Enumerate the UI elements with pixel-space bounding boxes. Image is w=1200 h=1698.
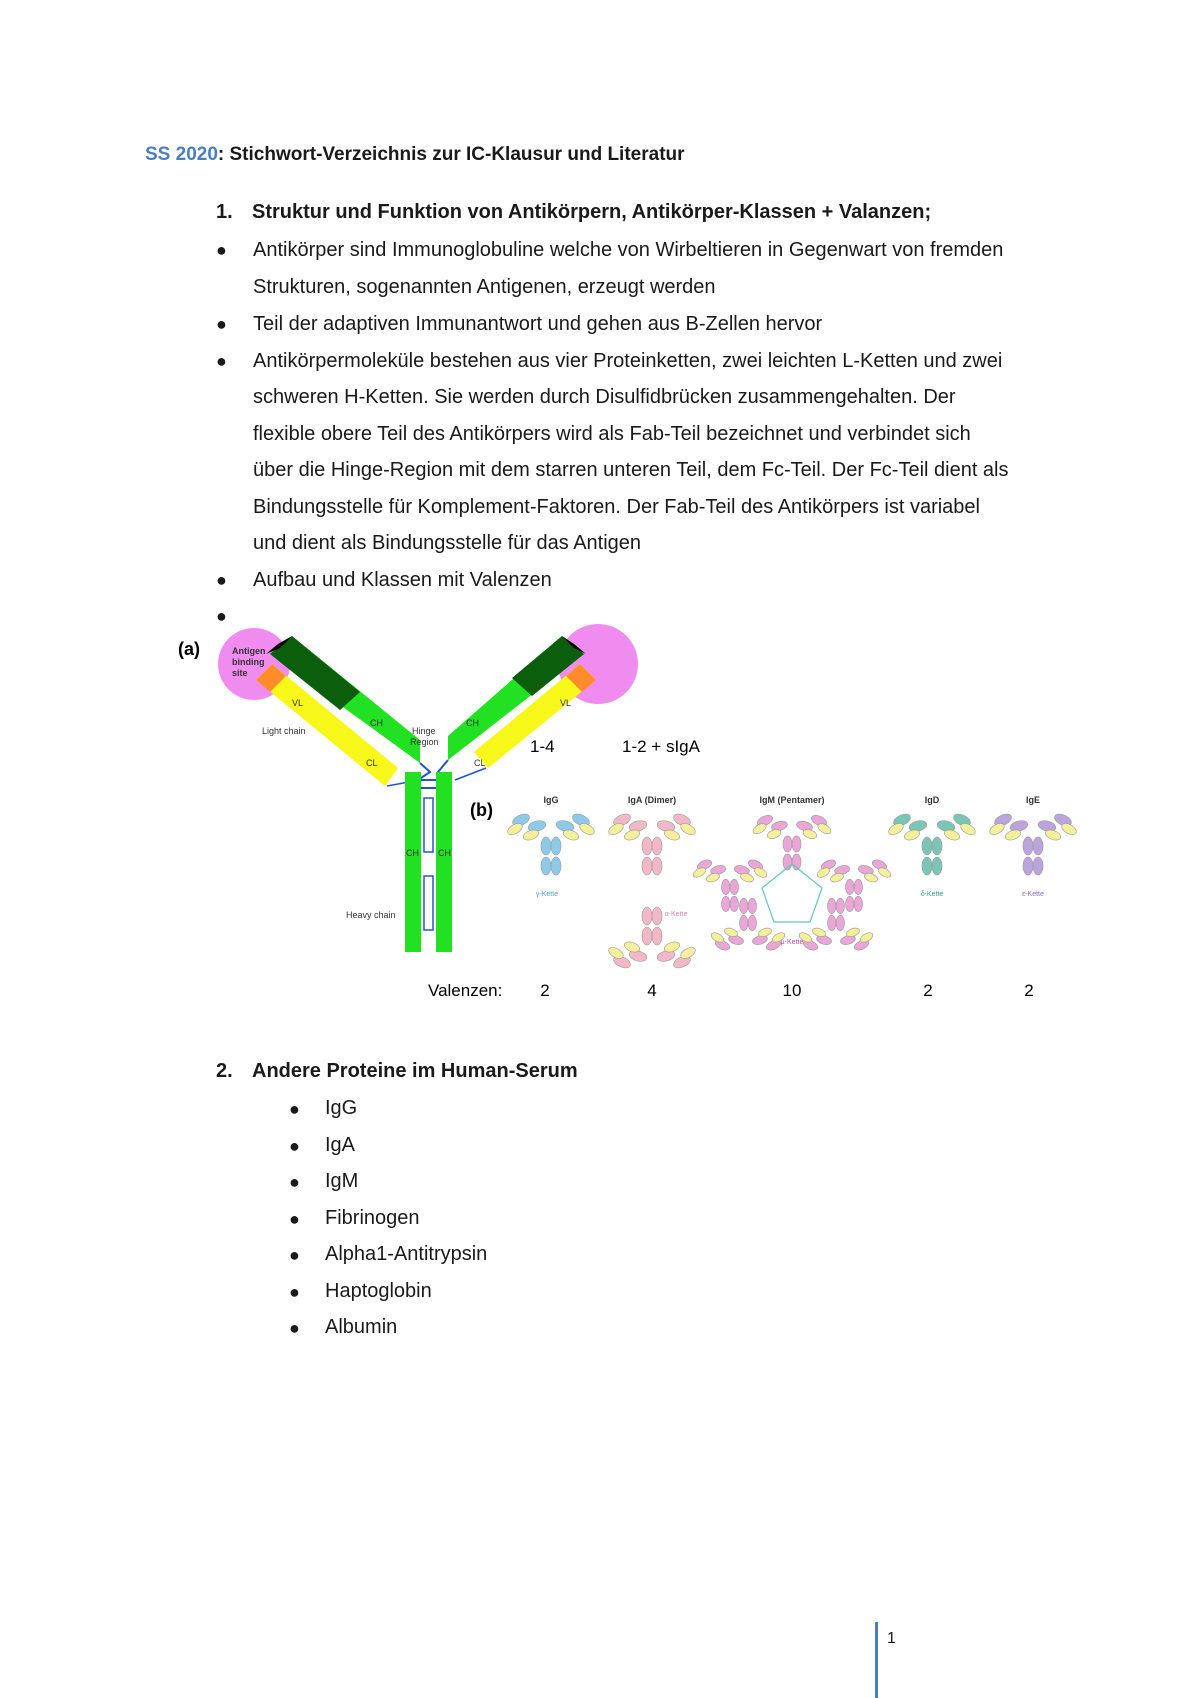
- valence-igm: 10: [782, 981, 802, 1000]
- bullet-3-line-5: Bindungsstelle für Komplement-Faktoren. Der Fab-Teil des Antikörpers ist variabel: [253, 496, 980, 518]
- valence-iga: 4: [647, 981, 657, 1000]
- bullet-1-line-1: Antikörper sind Immunoglobuline welche von Wirbeltieren in Gegenwart von fremden: [253, 239, 1004, 261]
- note-1-4: 1-4: [530, 737, 555, 756]
- igm-glyph-bottom-right-fc-3: [828, 898, 837, 913]
- antigen-site-label-1: Antigen: [232, 646, 266, 656]
- hinge-label-2: Region: [410, 737, 439, 747]
- igm-glyph-top-fc-1: [783, 836, 792, 852]
- footer-rule: [875, 1622, 878, 1698]
- igg-glyph-fc-1: [541, 837, 551, 855]
- vl-label-left: VL: [292, 698, 304, 708]
- cl-label-left: CL: [366, 758, 378, 768]
- protein-item: Fibrinogen: [325, 1207, 420, 1229]
- chain-label-igm: μ-Kette: [780, 939, 804, 946]
- fc-heavy-chain-right: [436, 772, 452, 952]
- bullet-dot: ●: [289, 1172, 300, 1192]
- igm-glyph-bottom-left-fc-1: [740, 915, 749, 930]
- fc-heavy-chain-left: [405, 772, 421, 952]
- igd-glyph-fc-3: [922, 857, 932, 875]
- chain-label-ige: ε-Kette: [1022, 891, 1044, 898]
- protein-item: Albumin: [325, 1316, 398, 1338]
- iga-glyph-bottom-fc-1: [642, 927, 652, 945]
- antigen-site-label-2: binding: [232, 657, 265, 667]
- iga-glyph-top-fc-1: [642, 837, 652, 855]
- protein-item: Alpha1-Antitrypsin: [325, 1243, 488, 1265]
- protein-item: Haptoglobin: [325, 1280, 432, 1302]
- igd-glyph-fc-1: [922, 837, 932, 855]
- ige-glyph-fc-3: [1023, 857, 1033, 875]
- igm-glyph-bottom-left-fc-4: [748, 898, 757, 913]
- heavy-chain-label: Heavy chain: [346, 910, 396, 920]
- ch-label-stem-right: CH: [438, 848, 451, 858]
- bullet-dot: ●: [289, 1099, 300, 1119]
- igm-glyph-bottom-right-fc-2: [836, 915, 845, 930]
- bullet-dot-empty: ●: [216, 606, 227, 626]
- ch-label-left: CH: [370, 718, 383, 728]
- bullet-4-line-1: Aufbau und Klassen mit Valenzen: [253, 569, 552, 591]
- light-chain-label: Light chain: [262, 726, 306, 736]
- class-name-igm: IgM (Pentamer): [759, 795, 825, 805]
- bullet-3-line-1: Antikörpermoleküle bestehen aus vier Proteinketten, zwei leichten L-Ketten und zwei: [253, 350, 1003, 372]
- protein-item: IgM: [325, 1170, 359, 1192]
- valence-igd: 2: [923, 981, 933, 1000]
- bullet-dot: ●: [289, 1245, 300, 1265]
- bullet-dot: ●: [289, 1136, 300, 1156]
- section-1-title: Struktur und Funktion von Antikörpern, Antikörper-Klassen + Valanzen;: [252, 201, 932, 223]
- bullet-dot: ●: [216, 570, 227, 590]
- antigen-site-label-3: site: [232, 668, 248, 678]
- protein-item: IgG: [325, 1097, 358, 1119]
- valence-igg: 2: [540, 981, 550, 1000]
- igm-glyph-bottom-left-fc-3: [740, 898, 749, 913]
- ch-label-right: CH: [466, 718, 479, 728]
- title-text: : Stichwort-Verzeichnis zur IC-Klausur und Literatur: [217, 144, 685, 165]
- iga-glyph-top-fc-2: [652, 837, 662, 855]
- figure-label-a: (a): [178, 639, 200, 659]
- igg-glyph-fc-2: [551, 837, 561, 855]
- bullet-dot: ●: [289, 1282, 300, 1302]
- semester-label: SS 2020: [145, 144, 218, 165]
- igd-glyph-fc-4: [932, 857, 942, 875]
- valenzen-label: Valenzen:: [428, 981, 503, 1000]
- antibody-class-drawings: [506, 812, 1078, 971]
- figure-label-b: (b): [470, 800, 493, 820]
- ige-glyph-fc-1: [1023, 837, 1033, 855]
- iga-glyph-bottom-fc-2: [652, 927, 662, 945]
- igm-glyph-left-fc-2: [730, 879, 739, 894]
- igm-j-chain-ring: [762, 864, 822, 922]
- chain-label-iga: α-Kette: [664, 911, 688, 918]
- ch-label-stem-left: CH: [406, 848, 419, 858]
- igd-glyph-fc-2: [932, 837, 942, 855]
- bullet-dot: ●: [216, 240, 227, 260]
- igm-glyph-left-fc-3: [722, 896, 731, 911]
- bullet-2-line-1: Teil der adaptiven Immunantwort und gehen aus B-Zellen hervor: [253, 313, 823, 335]
- section-2-heading: [216, 1060, 578, 1083]
- class-name-ige: IgE: [1025, 795, 1041, 805]
- iga-glyph-bottom-fc-4: [652, 907, 662, 925]
- bullet-dot: ●: [289, 1209, 300, 1229]
- cl-label-right: CL: [474, 758, 486, 768]
- valence-ige: 2: [1024, 981, 1034, 1000]
- bullet-3-line-6: und dient als Bindungsstelle für das Antigen: [253, 532, 642, 554]
- class-name-igg: IgG: [543, 795, 559, 805]
- bullet-dot: ●: [216, 314, 227, 334]
- hinge-label-1: Hinge: [412, 726, 436, 736]
- iga-glyph-top-fc-3: [642, 857, 652, 875]
- ch3-domain-link: [424, 876, 433, 930]
- iga-glyph-bottom-fc-3: [642, 907, 652, 925]
- bullet-3-line-4: über die Hinge-Region mit dem starren unteren Teil, dem Fc-Teil. Der Fc-Teil dient als: [253, 459, 1009, 481]
- ige-glyph-fc-2: [1033, 837, 1043, 855]
- bullet-3-line-2: schweren H-Ketten. Sie werden durch Disulfidbrücken zusammengehalten. Der: [253, 386, 956, 408]
- igm-glyph-right-fc-1: [846, 879, 855, 894]
- chain-label-igg: γ-Kette: [535, 891, 559, 898]
- section-2-number: 2.: [216, 1060, 233, 1082]
- ch2-domain-link: [424, 798, 433, 852]
- protein-item: IgA: [325, 1134, 356, 1156]
- class-name-igd: IgD: [924, 795, 940, 805]
- igm-glyph-left-fc-1: [722, 879, 731, 894]
- igm-glyph-bottom-right-fc-1: [828, 915, 837, 930]
- bullet-dot: ●: [289, 1318, 300, 1338]
- note-slgA: 1-2 + sIgA: [622, 737, 700, 756]
- section-2-title: Andere Proteine im Human-Serum: [252, 1060, 578, 1082]
- igm-glyph-right-fc-4: [854, 896, 863, 911]
- igg-glyph-fc-4: [551, 857, 561, 875]
- igm-glyph-right-fc-3: [846, 896, 855, 911]
- igm-glyph-bottom-left-fc-2: [748, 915, 757, 930]
- class-name-iga: IgA (Dimer): [627, 795, 677, 805]
- vl-label-right: VL: [560, 698, 572, 708]
- page-number: 1: [887, 1630, 896, 1647]
- section-1-number: 1.: [216, 201, 233, 223]
- bullet-dot: ●: [216, 351, 227, 371]
- ige-glyph-fc-4: [1033, 857, 1043, 875]
- antibody-figure: [0, 620, 1200, 1020]
- disulfide-right: [455, 768, 486, 780]
- igm-glyph-left-fc-4: [730, 896, 739, 911]
- igm-glyph-right-fc-2: [854, 879, 863, 894]
- iga-glyph-top-fc-4: [652, 857, 662, 875]
- igm-glyph-bottom-right-fc-4: [836, 898, 845, 913]
- bullet-1-line-2: Strukturen, sogenannten Antigenen, erzeugt werden: [253, 276, 716, 298]
- document-title: [145, 144, 685, 166]
- igg-glyph-fc-3: [541, 857, 551, 875]
- bullet-3-line-3: flexible obere Teil des Antikörpers wird als Fab-Teil bezeichnet und verbindet sich: [253, 423, 971, 445]
- section-1-heading: [216, 201, 931, 224]
- igm-glyph-top-fc-2: [792, 836, 801, 852]
- chain-label-igd: δ-Kette: [920, 891, 944, 898]
